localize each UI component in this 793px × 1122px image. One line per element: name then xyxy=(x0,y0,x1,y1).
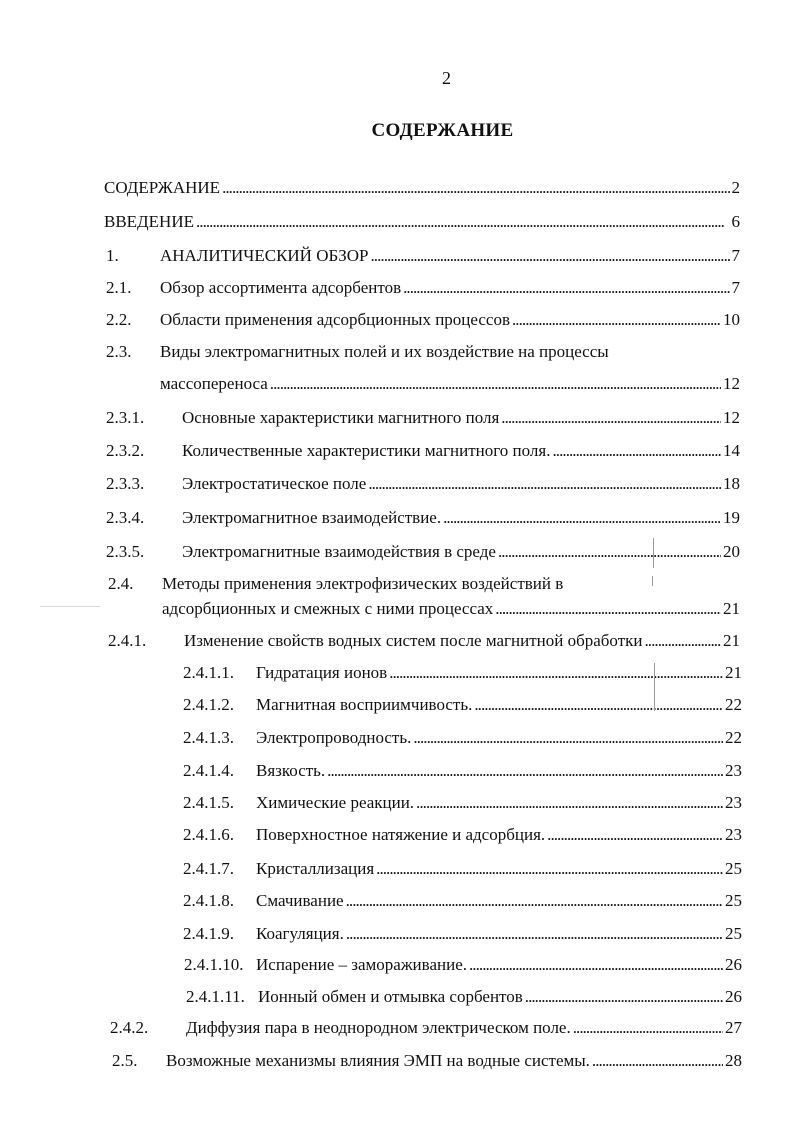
toc-entry xyxy=(183,693,742,717)
toc-entry-text: Смачивание xyxy=(256,891,344,910)
toc-entry-number: 2.4.1.10. xyxy=(184,955,244,974)
toc-entry-page: 21 xyxy=(723,631,740,650)
scan-artifact xyxy=(652,576,653,586)
toc-leader-dots xyxy=(474,693,723,717)
toc-entry-page: 12 xyxy=(723,408,740,427)
toc-entry-number: 2.3.3. xyxy=(106,474,145,493)
toc-leader-dots xyxy=(498,540,721,564)
toc-entry xyxy=(106,439,740,463)
toc-entry-number: 2.4.1.9. xyxy=(183,924,234,943)
toc-leader-dots xyxy=(443,506,721,530)
toc-entry-number: 2.4.1.5. xyxy=(183,793,234,812)
toc-entry-text: Магнитная восприимчивость. xyxy=(256,695,473,714)
toc-entry xyxy=(106,406,740,430)
toc-entry-page: 6 xyxy=(731,212,740,231)
toc-entry xyxy=(106,308,740,332)
toc-entry-number: 2.4.1. xyxy=(108,631,147,650)
toc-entry xyxy=(183,661,742,685)
toc-entry-number: 2.4.1.3. xyxy=(183,728,234,747)
toc-entry-text: Методы применения электрофизических воздействий в xyxy=(162,574,564,593)
toc-entry-text: адсорбционных и смежных с ними процессах xyxy=(162,599,494,618)
toc-entry-page: 19 xyxy=(723,508,740,527)
toc-leader-dots xyxy=(196,210,730,234)
toc-leader-dots xyxy=(592,1049,723,1073)
toc-entry-page: 14 xyxy=(723,441,740,460)
toc-entry-page: 7 xyxy=(731,246,740,265)
toc-entry-page: 23 xyxy=(725,825,742,844)
toc-entry xyxy=(183,922,742,946)
toc-entry-page: 23 xyxy=(725,761,742,780)
toc-entry-number: 2.4.1.7. xyxy=(183,859,234,878)
toc-entry-page: 25 xyxy=(725,924,742,943)
toc-entry xyxy=(110,1016,742,1040)
toc-entry-page: 25 xyxy=(725,891,742,910)
toc-entry-text: Электропроводность. xyxy=(256,728,412,747)
toc-leader-dots xyxy=(371,244,730,268)
toc-entry-text: Коагуляция. xyxy=(256,924,344,943)
toc-entry-page: 21 xyxy=(725,663,742,682)
toc-leader-dots xyxy=(270,372,721,396)
toc-entry xyxy=(183,791,742,815)
toc-entry-text: Области применения адсорбционных процессов xyxy=(160,310,510,329)
toc-leader-dots xyxy=(501,406,721,430)
scan-artifact xyxy=(654,663,655,711)
toc-entry xyxy=(183,759,742,783)
toc-leader-dots xyxy=(368,472,721,496)
toc-entry-page: 22 xyxy=(725,695,742,714)
toc-entry-number: 2.3.4. xyxy=(106,508,145,527)
toc-entry-page: 21 xyxy=(723,599,740,618)
toc-entry xyxy=(184,953,742,977)
toc-entry-number: 2.4.1.1. xyxy=(183,663,234,682)
toc-leader-dots xyxy=(553,439,722,463)
toc-entry-page: 26 xyxy=(725,955,742,974)
toc-entry-number: 2.4.1.6. xyxy=(183,825,234,844)
toc-entry-number: 2.4. xyxy=(108,574,134,593)
toc-leader-dots xyxy=(222,176,729,200)
toc-entry-number: 2.5. xyxy=(112,1051,138,1070)
toc-entry xyxy=(112,1049,742,1073)
toc-entry-number: 2.3.5. xyxy=(106,542,145,561)
page-title: СОДЕРЖАНИЕ xyxy=(371,120,514,141)
toc-leader-dots xyxy=(512,308,721,332)
toc-entry xyxy=(106,244,740,268)
toc-leader-dots xyxy=(346,889,723,913)
toc-leader-dots xyxy=(525,985,723,1009)
toc-entry xyxy=(106,340,740,364)
toc-leader-dots xyxy=(346,922,723,946)
toc-entry-page: 18 xyxy=(723,474,740,493)
toc-entry-page: 10 xyxy=(723,310,740,329)
toc-entry xyxy=(183,889,742,913)
toc-entry-number: 2.2. xyxy=(106,310,132,329)
toc-entry xyxy=(186,985,742,1009)
toc-entry xyxy=(106,472,740,496)
toc-entry-text: Основные характеристики магнитного поля xyxy=(182,408,500,427)
toc-entry-number: 2.4.1.8. xyxy=(183,891,234,910)
toc-leader-dots xyxy=(327,759,723,783)
toc-entry-page: 27 xyxy=(725,1018,742,1037)
toc-leader-dots xyxy=(469,953,723,977)
toc-entry-page: 23 xyxy=(725,793,742,812)
toc-entry-text: Диффузия пара в неоднородном электрическом поле. xyxy=(186,1018,571,1037)
toc-entry-text: массопереноса xyxy=(160,374,268,393)
toc-entry-page: 7 xyxy=(731,278,740,297)
toc-entry xyxy=(106,540,740,564)
toc-entry-page: 2 xyxy=(731,178,740,197)
toc-entry-text: Возможные механизмы влияния ЭМП на водные системы. xyxy=(166,1051,590,1070)
toc-entry xyxy=(106,506,740,530)
scan-artifact xyxy=(40,606,100,607)
toc-entry xyxy=(160,372,740,396)
toc-entry-text: Виды электромагнитных полей и их воздействие на процессы xyxy=(160,342,609,361)
toc-entry-text: Изменение свойств водных систем после магнитной обработки xyxy=(184,631,643,650)
toc-entry-text: АНАЛИТИЧЕСКИЙ ОБЗОР xyxy=(160,246,369,265)
toc-entry-page: 28 xyxy=(725,1051,742,1070)
toc-entry-text: Обзор ассортимента адсорбентов xyxy=(160,278,402,297)
toc-entry-text: Поверхностное натяжение и адсорбция. xyxy=(256,825,546,844)
toc-entry xyxy=(108,572,740,596)
toc-entry-text: Химические реакции. xyxy=(256,793,415,812)
toc-entry-text: Электромагнитное взаимодействие. xyxy=(182,508,442,527)
toc-entry-page: 22 xyxy=(725,728,742,747)
toc-entry-number: 1. xyxy=(106,246,119,265)
toc-entry-text: Гидратация ионов xyxy=(256,663,388,682)
toc-entry xyxy=(183,857,742,881)
toc-entry xyxy=(108,629,740,653)
toc-leader-dots xyxy=(547,823,723,847)
toc-entry-text: Электростатическое поле xyxy=(182,474,367,493)
toc-entry-number: 2.3.1. xyxy=(106,408,145,427)
toc-entry-text: Количественные характеристики магнитного поля. xyxy=(182,441,551,460)
toc-entry-text: Кристаллизация xyxy=(256,859,375,878)
toc-entry-number: 2.3. xyxy=(106,342,132,361)
toc-entry-text: Электромагнитные взаимодействия в среде xyxy=(182,542,496,561)
toc-entry xyxy=(104,210,740,234)
toc-leader-dots xyxy=(376,857,723,881)
toc-entry-number: 2.4.1.4. xyxy=(183,761,234,780)
toc-entry xyxy=(183,726,742,750)
toc-entry-page: 26 xyxy=(725,987,742,1006)
toc-entry xyxy=(106,276,740,300)
toc-entry-text: Ионный обмен и отмывка сорбентов xyxy=(258,987,523,1006)
toc-entry-text: СОДЕРЖАНИЕ xyxy=(104,178,221,197)
toc-leader-dots xyxy=(645,629,722,653)
toc-leader-dots xyxy=(495,597,721,621)
toc-entry-text: Вязкость. xyxy=(256,761,326,780)
toc-entry-number: 2.4.1.11. xyxy=(186,987,245,1006)
toc-entry-page: 12 xyxy=(723,374,740,393)
scan-artifact xyxy=(653,538,654,568)
toc-leader-dots xyxy=(389,661,723,685)
toc-entry xyxy=(183,823,742,847)
toc-entry-number: 2.4.2. xyxy=(110,1018,149,1037)
toc-entry-number: 2.4.1.2. xyxy=(183,695,234,714)
toc-leader-dots xyxy=(413,726,723,750)
toc-entry-page: 20 xyxy=(723,542,740,561)
toc-leader-dots xyxy=(403,276,729,300)
toc-leader-dots xyxy=(573,1016,723,1040)
toc-leader-dots xyxy=(416,791,723,815)
toc-entry xyxy=(104,176,740,200)
toc-entry-text: ВВЕДЕНИЕ xyxy=(104,212,194,231)
toc-entry-number: 2.3.2. xyxy=(106,441,145,460)
toc-entry-page: 25 xyxy=(725,859,742,878)
toc-entry-number: 2.1. xyxy=(106,278,132,297)
toc-entry xyxy=(162,597,740,621)
page-number: 2 xyxy=(442,68,451,88)
toc-entry-text: Испарение – замораживание. xyxy=(256,955,467,974)
